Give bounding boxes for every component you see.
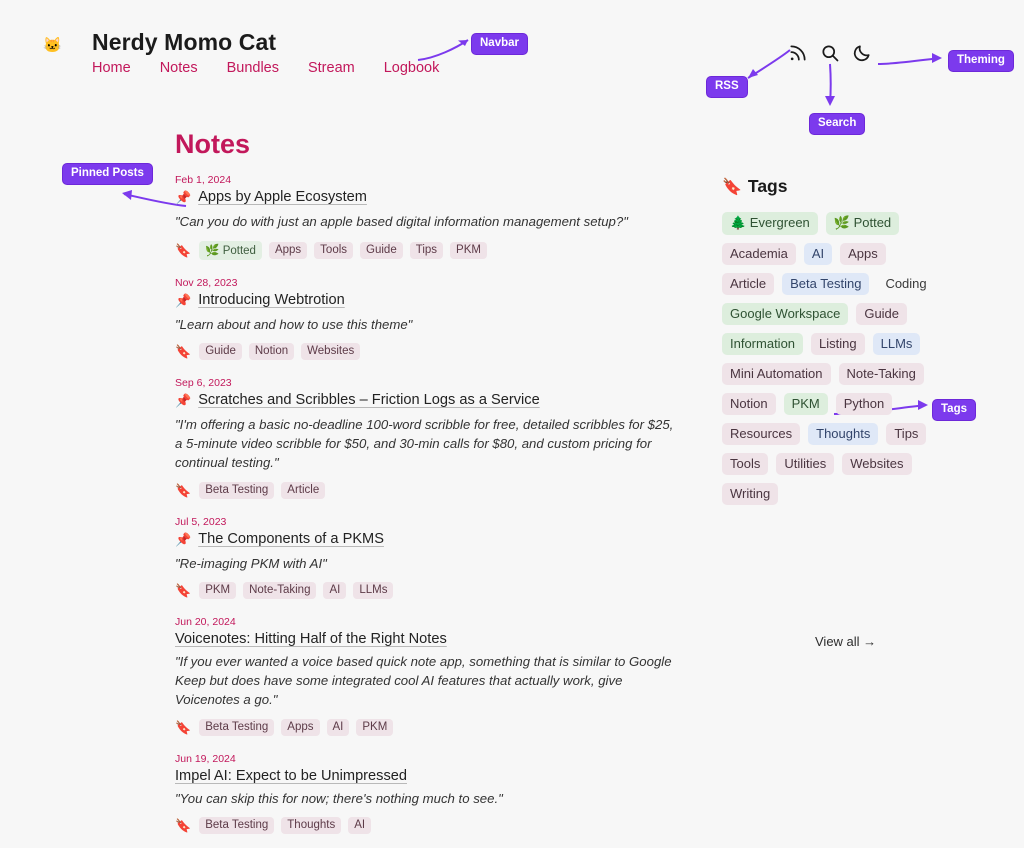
navbar[interactable]	[92, 60, 439, 76]
note-tag-chip[interactable]: Thoughts	[281, 817, 341, 834]
note-tag-chip[interactable]: Guide	[199, 343, 242, 360]
note-excerpt: "Learn about and how to use this theme"	[175, 316, 413, 332]
note-tags	[175, 482, 685, 499]
tag-chip-apps[interactable]: Apps	[840, 243, 886, 265]
nav-item-logbook[interactable]: Logbook	[383, 60, 440, 76]
tag-chip-article[interactable]: Article	[722, 273, 774, 295]
annotation-badge-pinned-posts: Pinned Posts	[62, 163, 153, 185]
note-date: Sep 6, 2023	[175, 377, 232, 390]
annotation-badge-navbar: Navbar	[471, 33, 528, 55]
note-excerpt: "I'm offering a basic no-deadline 100-word scribble for free, detailed scribbles for $25, a 5-minute video scribble for $50, and 30-min calls for $80, and custom pricing for continual testing."	[175, 417, 674, 470]
tag-icon: 🔖	[175, 583, 192, 599]
note-tag-chip[interactable]: Beta Testing	[199, 817, 274, 834]
note-title-link[interactable]: Introducing Webtrotion	[198, 291, 345, 308]
note-date: Jul 5, 2023	[175, 515, 227, 528]
list-item	[175, 377, 685, 498]
note-tag-chip[interactable]: Apps	[269, 242, 307, 259]
note-tags	[175, 817, 685, 834]
annotation-badge-tags: Tags	[932, 399, 976, 421]
note-title-link[interactable]: Apps by Apple Ecosystem	[198, 189, 367, 205]
tag-icon: 🔖	[175, 818, 192, 834]
tag-icon: 🔖	[175, 344, 192, 360]
list-item	[175, 753, 685, 835]
pin-icon: 📌	[175, 190, 192, 205]
tag-chip-notion[interactable]: Notion	[722, 393, 776, 415]
moon-icon[interactable]	[852, 43, 872, 63]
tag-chip-tools[interactable]: Tools	[722, 453, 768, 475]
tag-chip-ai[interactable]: AI	[804, 243, 832, 265]
nav-item-notes[interactable]: Notes	[159, 60, 198, 76]
note-tags	[175, 343, 685, 360]
note-excerpt: "If you ever wanted a voice based quick note app, something that is similar to Google Keep but does have some integrated cool AI features that actually work, give Voicenotes a go."	[175, 654, 672, 707]
arrow-to-navbar	[416, 36, 476, 62]
note-date: Jun 19, 2024	[175, 752, 236, 765]
note-tag-chip[interactable]: PKM	[356, 719, 393, 736]
note-title-link[interactable]: The Components of a PKMS	[198, 530, 384, 547]
list-item	[175, 277, 685, 361]
pin-icon: 📌	[175, 531, 192, 547]
note-tag-chip[interactable]: Article	[281, 482, 325, 499]
list-item	[175, 174, 685, 260]
view-all-tags-link[interactable]: View all →	[815, 634, 877, 649]
note-title-link[interactable]: Scratches and Scribbles – Friction Logs as a Service	[198, 392, 540, 409]
arrow-to-rss	[742, 46, 794, 84]
tag-icon: 🔖	[175, 719, 192, 735]
tag-chip-evergreen[interactable]: 🌲 Evergreen	[722, 212, 818, 235]
tags-heading-label: Tags	[747, 176, 788, 196]
note-tag-chip[interactable]: LLMs	[353, 582, 393, 599]
note-tags	[175, 719, 685, 736]
note-tag-chip[interactable]: Tools	[314, 242, 353, 259]
note-tag-chip[interactable]: Beta Testing	[199, 482, 274, 499]
page-title: Notes	[175, 129, 251, 159]
note-excerpt: "Re-imaging PKM with AI"	[175, 555, 327, 571]
note-tag-chip[interactable]: 🌿 Potted	[199, 241, 262, 260]
note-tag-chip[interactable]: AI	[323, 582, 346, 599]
tag-chip-llms[interactable]: LLMs	[873, 333, 921, 355]
tag-chip-beta-testing[interactable]: Beta Testing	[782, 273, 869, 295]
note-tag-chip[interactable]: PKM	[450, 242, 487, 259]
note-tag-chip[interactable]: Apps	[281, 719, 319, 736]
note-tag-chip[interactable]: Guide	[360, 242, 403, 259]
note-tag-chip[interactable]: AI	[327, 719, 350, 736]
tag-chip-mini-automation[interactable]: Mini Automation	[722, 363, 831, 385]
note-tags	[175, 241, 685, 260]
arrow-to-theming	[876, 48, 946, 70]
note-tag-chip[interactable]: Beta Testing	[199, 719, 274, 736]
tag-chip-thoughts[interactable]: Thoughts	[808, 423, 878, 445]
tag-chip-academia[interactable]: Academia	[722, 243, 796, 265]
tag-chip-coding[interactable]: Coding	[885, 276, 927, 291]
pin-icon: 📌	[175, 393, 192, 409]
list-item	[175, 516, 685, 600]
tag-chip-information[interactable]: Information	[722, 333, 803, 355]
tag-chip-note-taking[interactable]: Note-Taking	[839, 363, 924, 385]
nav-item-bundles[interactable]: Bundles	[226, 60, 279, 76]
note-date: Jun 20, 2024	[175, 616, 236, 629]
tag-chip-resources[interactable]: Resources	[722, 423, 800, 445]
tag-chip-tips[interactable]: Tips	[886, 423, 926, 445]
note-title-link[interactable]: Voicenotes: Hitting Half of the Right Notes	[175, 631, 447, 648]
note-tag-chip[interactable]: Note-Taking	[243, 582, 316, 599]
tag-chip-websites[interactable]: Websites	[842, 453, 911, 475]
note-tag-chip[interactable]: AI	[348, 817, 371, 834]
note-tag-chip[interactable]: Websites	[301, 343, 360, 360]
notes-list	[175, 174, 685, 848]
tag-chip-potted[interactable]: 🌿 Potted	[826, 212, 899, 235]
arrow-to-search	[822, 62, 840, 112]
tags-section-heading	[722, 176, 787, 197]
note-date: Feb 1, 2024	[175, 174, 232, 186]
note-tag-chip[interactable]: PKM	[199, 582, 236, 599]
note-date: Nov 28, 2023	[175, 276, 238, 289]
note-title-link[interactable]: Impel AI: Expect to be Unimpressed	[175, 767, 407, 784]
list-item	[175, 616, 685, 735]
nav-item-stream[interactable]: Stream	[307, 60, 355, 76]
nav-item-home[interactable]: Home	[92, 60, 131, 76]
pin-icon: 📌	[175, 292, 192, 308]
tag-chip-python[interactable]: Python	[836, 393, 892, 415]
tag-chip-writing[interactable]: Writing	[722, 483, 778, 505]
annotation-badge-theming: Theming	[948, 50, 1014, 72]
note-excerpt: "Can you do with just an apple based digital information management setup?"	[175, 214, 628, 229]
tag-icon: 🔖	[175, 242, 192, 258]
tag-icon: 🔖	[722, 178, 742, 196]
annotation-badge-search: Search	[809, 113, 865, 135]
note-tag-chip[interactable]: Tips	[410, 242, 443, 259]
tag-chip-google-workspace[interactable]: Google Workspace	[722, 303, 848, 325]
tag-chip-listing[interactable]: Listing	[811, 333, 865, 355]
site-title: Nerdy Momo Cat	[92, 29, 277, 55]
cat-logo-icon[interactable]: 🐱	[43, 37, 61, 54]
note-tag-chip[interactable]: Notion	[249, 343, 294, 360]
tag-cloud	[722, 212, 940, 505]
tag-icon: 🔖	[175, 482, 192, 498]
search-icon[interactable]	[820, 43, 840, 63]
tag-chip-utilities[interactable]: Utilities	[776, 453, 834, 475]
tag-chip-pkm[interactable]: PKM	[784, 393, 828, 415]
tag-chip-guide[interactable]: Guide	[856, 303, 907, 325]
annotation-badge-rss: RSS	[706, 76, 748, 98]
note-excerpt: "You can skip this for now; there's nothing much to see."	[175, 790, 503, 806]
note-tags	[175, 582, 685, 599]
